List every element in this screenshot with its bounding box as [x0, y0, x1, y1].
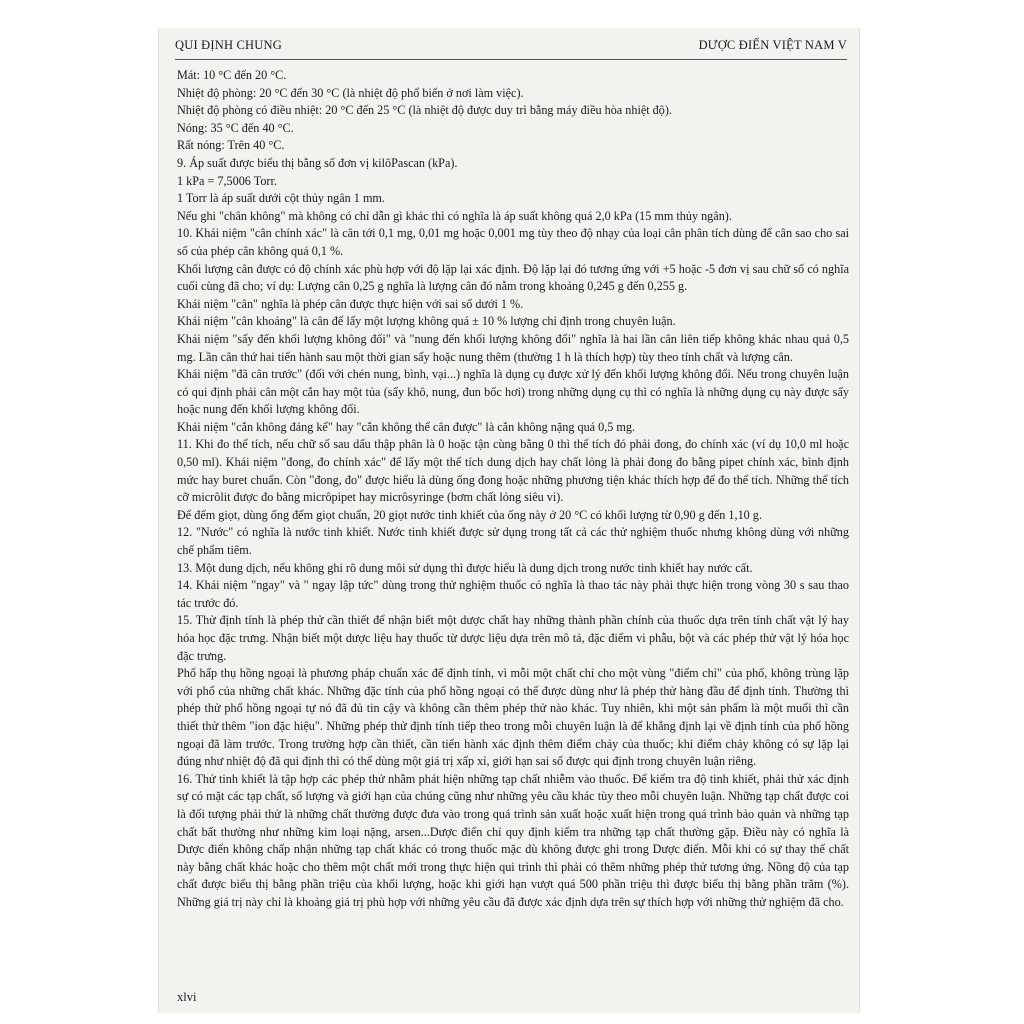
- paragraph: Nếu ghi "chân không" mà không có chỉ dẫn gì khác thì có nghĩa là áp suất không quá 2,0 kPa (15 mm thủy ngân).: [177, 208, 732, 223]
- paragraph: 1 Torr là áp suất dưới cột thủy ngân 1 mm.: [177, 191, 385, 206]
- paragraph: 13. Một dung dịch, nếu không ghi rõ dung môi sử dụng thì được hiểu là dung dịch trong nước tinh khiết hay nước cất.: [177, 560, 753, 575]
- paragraph: 11. Khi đo thể tích, nếu chữ số sau dấu thập phân là 0 hoặc tận cùng bằng 0 thì thể tích đó phải đong, đo chính xác (ví dụ 10,0 ml hoặc 0,50 ml). Khái niệm "đong, đo chính xác" để lấy một thể tích dung dịch hay chất lỏng là phải đong đo bằng pipet chính xác, bình định mức hay buret chuẩn. Còn "đong, đo" được hiểu là dùng ống đong hoặc những phương tiện khác thích hợp để đo thể tích. Những thể tích cỡ micrôlit được đo bằng micrôpipet hay micrôsyringe (bơm chất lỏng siêu vi).: [177, 437, 849, 505]
- paragraph: 1 kPa = 7,5006 Torr.: [177, 173, 277, 188]
- paragraph: 9. Áp suất được biểu thị bằng số đơn vị kilôPascan (kPa).: [177, 155, 458, 170]
- paragraph: 10. Khái niệm "cân chính xác" là cân tới 0,1 mg, 0,01 mg hoặc 0,001 mg tùy theo độ nhạy của loại cân phân tích dùng để cân sao cho sai số của phép cân không quá 0,1 %.: [177, 226, 849, 258]
- header-rule: [175, 59, 847, 60]
- paragraph: Khái niệm "cân khoảng" là cân để lấy một lượng không quá ± 10 % lượng chỉ định trong chuyên luận.: [177, 314, 676, 329]
- paragraph: Khái niệm "đã cân trước" (đối với chén nung, bình, vại...) nghĩa là dụng cụ được xử lý đến khối lượng không đổi. Nếu trong chuyên luận có qui định phải cân một cắn hay một tủa (sấy khô, nung, đun bốc hơi) trong những dụng cụ thì có nghĩa là những dụng cụ này được sấy hoặc nung đến khối lượng không đổi.: [177, 367, 849, 417]
- paragraph: 14. Khái niệm "ngay" và " ngay lập tức" dùng trong thử nghiệm thuốc có nghĩa là thao tác này phải thực hiện trong vòng 30 s sau thao tác trước đó.: [177, 578, 849, 610]
- paragraph: Khái niệm "cân" nghĩa là phép cân được thực hiện với sai số dưới 1 %.: [177, 296, 524, 311]
- paragraph: Để đếm giọt, dùng ống đếm giọt chuẩn, 20 giọt nước tinh khiết của ống này ở 20 °C có khối lượng từ 0,90 g đến 1,10 g.: [177, 507, 762, 522]
- paragraph: Phổ hấp thụ hồng ngoại là phương pháp chuẩn xác để định tính, vì mỗi một chất chỉ cho một vùng "điểm chỉ" của phổ, không trùng lặp với phổ của những chất khác. Những đặc tính của phổ hồng ngoại có thể được dùng như là phép thử hàng đầu để định tính. Thường thì phép thử phổ hồng ngoại tự nó đã đủ tin cậy và không cần thêm phép thử nào khác. Tuy nhiên, khi một sản phẩm là một muối thì cần thiết thử thêm "ion đặc hiệu". Những phép thử định tính tiếp theo trong mỗi chuyên luận là để khẳng định lại về định tính của phổ hồng ngoại đã làm trước. Trong trường hợp cần thiết, cần tiến hành xác định thêm điểm chảy của thuốc; khi điểm chảy không có sự lặp lại đúng như nhiệt độ đã qui định thì có thể dùng một giá trị xấp xỉ, giới hạn sai số được qui định trong chuyên luận riêng.: [177, 666, 849, 769]
- paragraph: Khái niệm "sấy đến khối lượng không đổi" và "nung đến khối lượng không đổi" nghĩa là hai lần cân liên tiếp không khác nhau quá 0,5 mg. Lần cân thứ hai tiến hành sau một thời gian sấy hoặc nung thêm (thường 1 h là thích hợp) tùy theo tính chất và lượng cân.: [177, 331, 849, 364]
- page-number: xlvi: [177, 990, 197, 1004]
- paragraph: Khối lượng cân được có độ chính xác phù hợp với độ lặp lại xác định. Độ lặp lại đó tương ứng với +5 hoặc -5 đơn vị sau chữ số có nghĩa cuối cùng đã cho; ví dụ: Lượng cân 0,25 g nghĩa là lượng cân đó nằm trong khoảng 0,245 g đến 0,255 g.: [177, 261, 849, 294]
- header-section-title: QUI ĐỊNH CHUNG: [175, 38, 282, 52]
- paragraph: Nhiệt độ phòng có điều nhiệt: 20 °C đến 25 °C (là nhiệt độ được duy trì bằng máy điều hòa nhiệt độ).: [177, 103, 672, 118]
- paragraph: 15. Thử định tính là phép thử cần thiết để nhận biết một dược chất hay những thành phần chính của thuốc dựa trên tính chất vật lý hay hóa học đặc trưng. Nhận biết một dược liệu hay thuốc từ dược liệu dựa trên mô tả, đặc điểm vi phẫu, bột và các phép thử vật lý hóa học đặc trưng.: [177, 613, 849, 663]
- header-book-title: DƯỢC ĐIỂN VIỆT NAM V: [698, 38, 847, 52]
- running-header: [175, 38, 847, 58]
- paragraph: Nhiệt độ phòng: 20 °C đến 30 °C (là nhiệt độ phổ biến ở nơi làm việc).: [177, 85, 524, 100]
- paragraph: 12. "Nước" có nghĩa là nước tinh khiết. Nước tinh khiết được sử dụng trong tất cả các thử nghiệm thuốc nhưng không dùng với những chế phẩm tiêm.: [177, 525, 849, 558]
- paragraph: Nóng: 35 °C đến 40 °C.: [177, 120, 294, 135]
- paragraph: 16. Thử tinh khiết là tập hợp các phép thử nhằm phát hiện những tạp chất nhiễm vào thuốc. Để kiểm tra độ tinh khiết, phải thử xác định sự có mặt các tạp chất, số lượng và giới hạn của chúng cũng như những yêu cầu khác tùy theo mỗi chuyên luận. Những tạp chất được coi là đối tượng phải thử là những chất thường được đưa vào trong quá trình sản xuất hoặc xuất hiện trong quá trình bảo quản và những tạp chất bất thường như những kim loại nặng, arsen...Dược điển chỉ quy định kiểm tra những tạp chất thường gặp. Điều này có nghĩa là Dược điển không chấp nhận những tạp chất khác có trong thuốc mặc dù không được ghi trong Dược điển. Mỗi khi có sự thay thế chất này bằng chất khác hoặc cho thêm một chất mới trong thực hiện qui trình thì phải có thêm những phép thử tương ứng. Nồng độ của tạp chất được biểu thị bằng phần triệu của khối lượng, hoặc khi giới hạn vượt quá 500 phần triệu thì được biểu thị bằng phần trăm (%). Những giá trị này chỉ là khoảng giá trị phù hợp với những yêu cầu đã được xác định dựa trên sự thích hợp với những thử nghiệm đã cho.: [177, 771, 849, 909]
- paragraph: Mát: 10 °C đến 20 °C.: [177, 68, 287, 82]
- paragraph: Khái niệm "cắn không đáng kể" hay "cắn không thể cân được" là cắn không nặng quá 0,5 mg.: [177, 419, 636, 434]
- document-body: [177, 67, 849, 912]
- paragraph: Rất nóng: Trên 40 °C.: [177, 138, 285, 153]
